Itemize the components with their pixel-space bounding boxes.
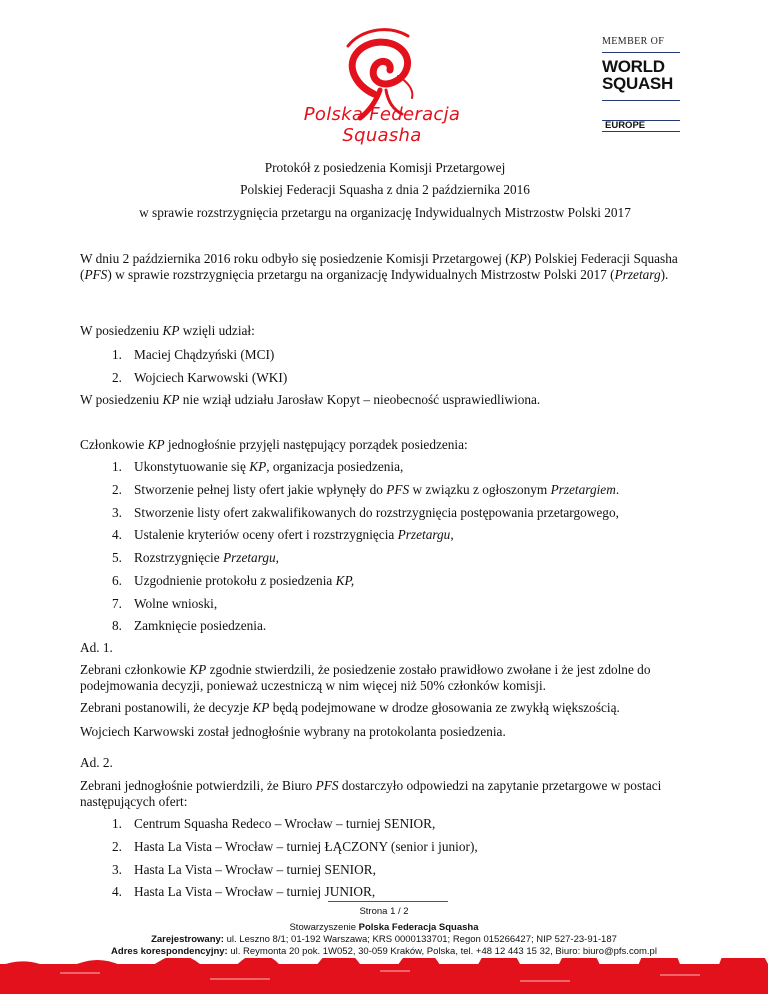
absence-note: W posiedzeniu KP nie wziął udziału Jarosław Kopyt – nieobecność usprawiedliwiona. — [80, 392, 541, 407]
list-item: 2. Hasta La Vista – Wrocław – turniej ŁĄCZONY (senior i junior), — [112, 839, 478, 854]
ad1-paragraph-2: Zebrani postanowili, że decyzje KP będą podejmowane w drodze głosowania ze zwykłą większością. — [80, 700, 620, 715]
list-item: 1. Ukonstytuowanie się KP, organizacja posiedzenia, — [112, 459, 404, 474]
list-item: 5. Rozstrzygnięcie Przetargu, — [112, 550, 280, 565]
list-item: 7. Wolne wnioski, — [112, 596, 218, 611]
document-title-line2: Polskiej Federacji Squasha z dnia 2 października 2016 — [240, 182, 530, 197]
ad1-paragraph-3: Wojciech Karwowski został jednogłośnie wybrany na protokolanta posiedzenia. — [80, 724, 506, 739]
list-item: 1. Centrum Squasha Redeco – Wrocław – turniej SENIOR, — [112, 816, 436, 831]
document-title-line3: w sprawie rozstrzygnięcia przetargu na organizację Indywidualnych Mistrzostw Polski 2017 — [139, 205, 631, 220]
list-item: 3. Hasta La Vista – Wrocław – turniej SENIOR, — [112, 862, 376, 877]
document-title-line1: Protokół z posiedzenia Komisji Przetargowej — [264, 160, 506, 175]
intro-paragraph: W dniu 2 października 2016 roku odbyło się posiedzenie Komisji Przetargowej (KP) Polskiej Federacji Squasha (PFS) w sprawie rozstrzygnięcia przetargu na organizację Indywidualnych Mistrzostw Polski 2017 (Przetarg). — [80, 251, 678, 283]
ad1-paragraph-1: Zebrani członkowie KP zgodnie stwierdzili, że posiedzenie zostało prawidłowo zwołane i że jest zdolne do podejmowania decyzji, ponieważ uczestniczą w nim więcej niż 50% członków komisji. — [80, 662, 651, 694]
divider — [602, 52, 680, 53]
divider — [602, 100, 680, 101]
page-number: Strona 1 / 2 — [359, 906, 409, 917]
list-item: 1. Maciej Chądzyński (MCI) — [112, 347, 275, 362]
section-heading-ad2: Ad. 2. — [80, 755, 113, 770]
section-heading-ad1: Ad. 1. — [80, 640, 113, 655]
footer-registration: Zarejestrowany: ul. Leszno 8/1; 01-192 Warszawa; KRS 0000133701; Regon 015266427; NIP 527-23-91-187 — [151, 934, 617, 945]
list-item: 6. Uzgodnienie protokołu z posiedzenia KP, — [112, 573, 355, 588]
list-item: 2. Stworzenie pełnej listy ofert jakie wpłynęły do PFS w związku z ogłoszonym Przetargiem. — [112, 482, 620, 497]
ad2-paragraph-1: Zebrani jednogłośnie potwierdzili, że Biuro PFS dostarczyło odpowiedzi na zapytanie przetargowe w postaci następujących ofert: — [80, 778, 662, 810]
ws-word-world: WORLD — [602, 57, 665, 76]
agenda-heading: Członkowie KP jednogłośnie przyjęli następujący porządek posiedzenia: — [80, 437, 468, 452]
member-of-label: MEMBER OF — [602, 36, 665, 47]
attendance-heading: W posiedzeniu KP wzięli udział: — [80, 323, 255, 338]
footer-address: Adres korespondencyjny: ul. Reymonta 20 pok. 1W052, 30-059 Kraków, Polska, tel. +48 12 443 15 32, Biuro: biuro@pfs.com.pl — [111, 946, 657, 957]
ws-word-squash: SQUASH — [602, 74, 673, 93]
list-item: 4. Ustalenie kryteriów oceny ofert i rozstrzygnięcia Przetargu, — [112, 527, 454, 542]
list-item: 8. Zamknięcie posiedzenia. — [112, 618, 267, 633]
footer-divider — [328, 901, 448, 902]
list-item: 2. Wojciech Karwowski (WKI) — [112, 370, 288, 385]
list-item: 3. Stworzenie listy ofert zakwalifikowanych do rozstrzygnięcia postępowania przetargowego, — [112, 505, 619, 520]
footer-association: Stowarzyszenie Polska Federacja Squasha — [289, 922, 479, 933]
list-item: 4. Hasta La Vista – Wrocław – turniej JUNIOR, — [112, 884, 376, 899]
decorative-brush-band — [0, 958, 768, 994]
world-squash-badge — [602, 36, 680, 101]
org-name-logotype: Polska Federacja Squasha — [303, 104, 461, 146]
ws-region-label: EUROPE — [602, 120, 680, 132]
